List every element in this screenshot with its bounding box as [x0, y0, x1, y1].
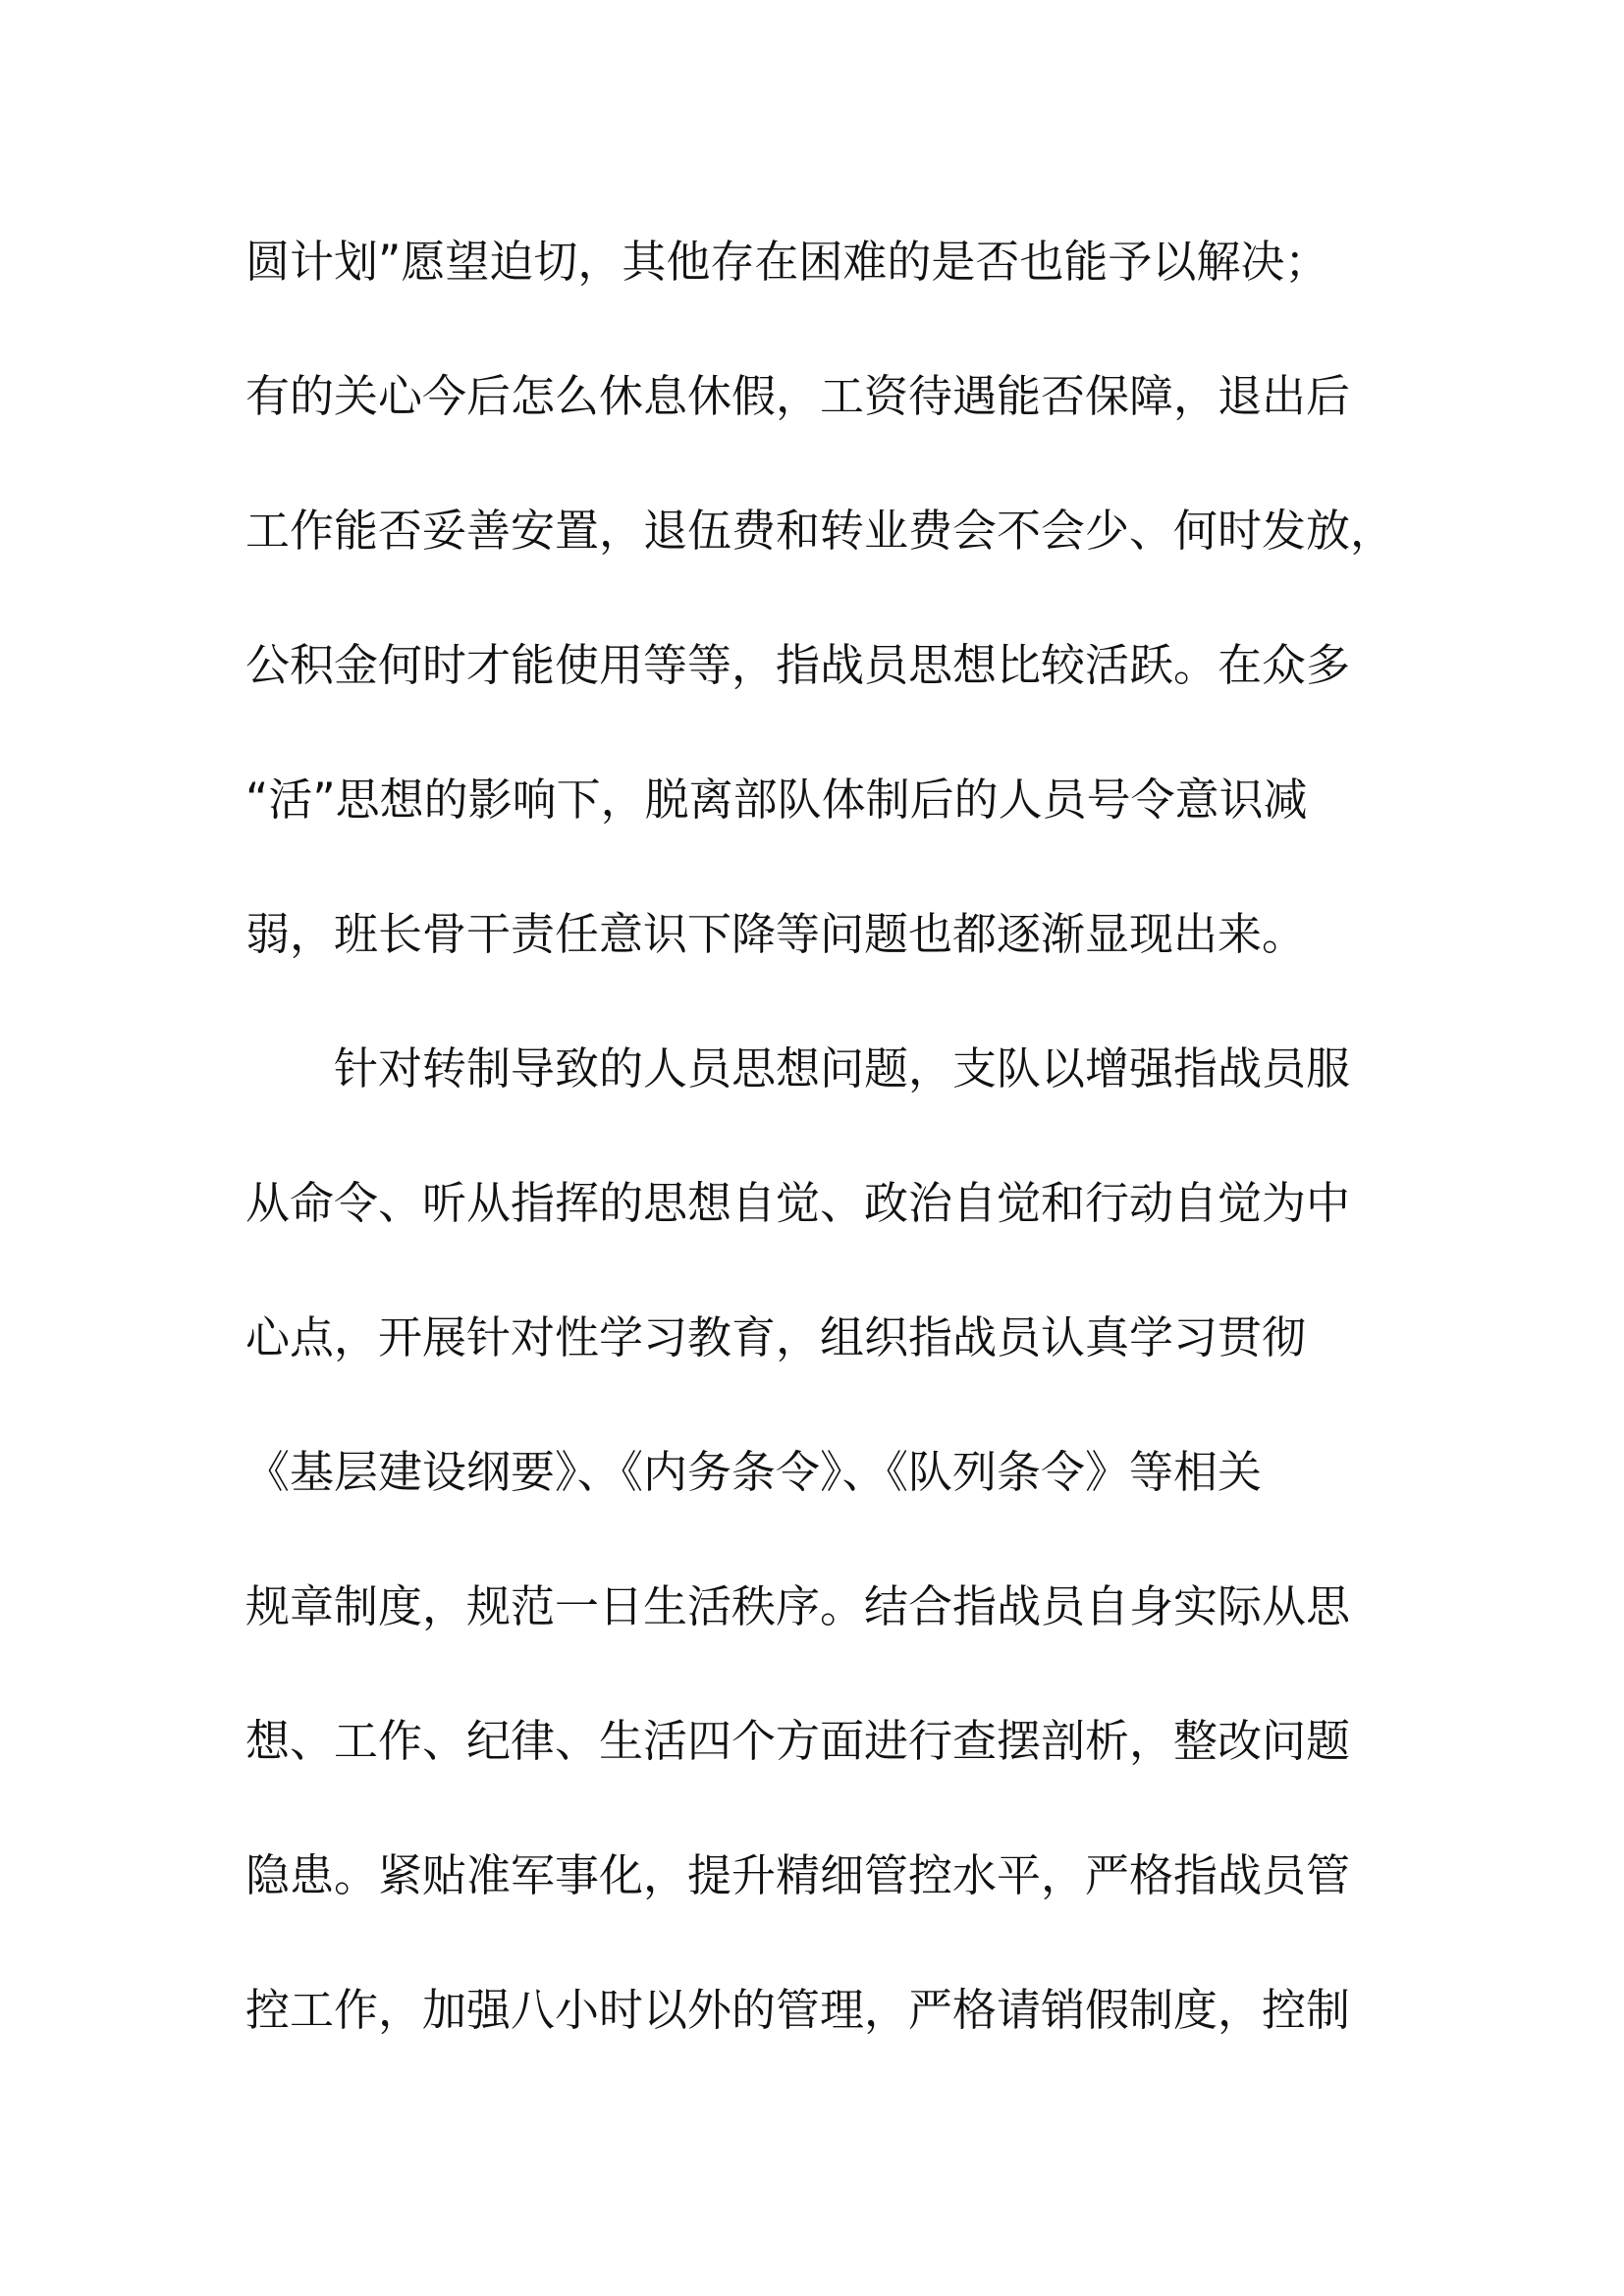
text-line-8: 从命令、听从指挥的思想自觉、政治自觉和行动自觉为中	[245, 1177, 1351, 1229]
text-line-7: 针对转制导致的人员思想问题，支队以增强指战员服	[245, 1042, 1351, 1095]
text-line-6: 弱，班长骨干责任意识下降等问题也都逐渐显现出来。	[245, 908, 1307, 960]
text-line-11: 规章制度，规范一日生活秩序。结合指战员自身实际从思	[245, 1580, 1351, 1632]
text-line-9: 心点，开展针对性学习教育，组织指战员认真学习贯彻	[245, 1311, 1307, 1363]
text-line-5: “活”思想的影响下，脱离部队体制后的人员号令意识减	[245, 774, 1308, 826]
text-line-13: 隐患。紧贴准军事化，提升精细管控水平，严格指战员管	[245, 1849, 1351, 1901]
text-line-4: 公积金何时才能使用等等，指战员思想比较活跃。在众多	[245, 639, 1351, 691]
text-line-1: 圆计划”愿望迫切，其他存在困难的是否也能予以解决；	[245, 236, 1329, 288]
text-line-3: 工作能否妥善安置，退伍费和转业费会不会少、何时发放，	[245, 505, 1395, 557]
text-line-12: 想、工作、纪律、生活四个方面进行查摆剖析，整改问题	[245, 1715, 1351, 1767]
text-line-14: 控工作，加强八小时以外的管理，严格请销假制度，控制	[245, 1984, 1351, 2036]
text-line-2: 有的关心今后怎么休息休假，工资待遇能否保障，退出后	[245, 370, 1351, 422]
text-line-10: 《基层建设纲要》、《内务条令》、《队列条令》等相关	[245, 1446, 1263, 1498]
